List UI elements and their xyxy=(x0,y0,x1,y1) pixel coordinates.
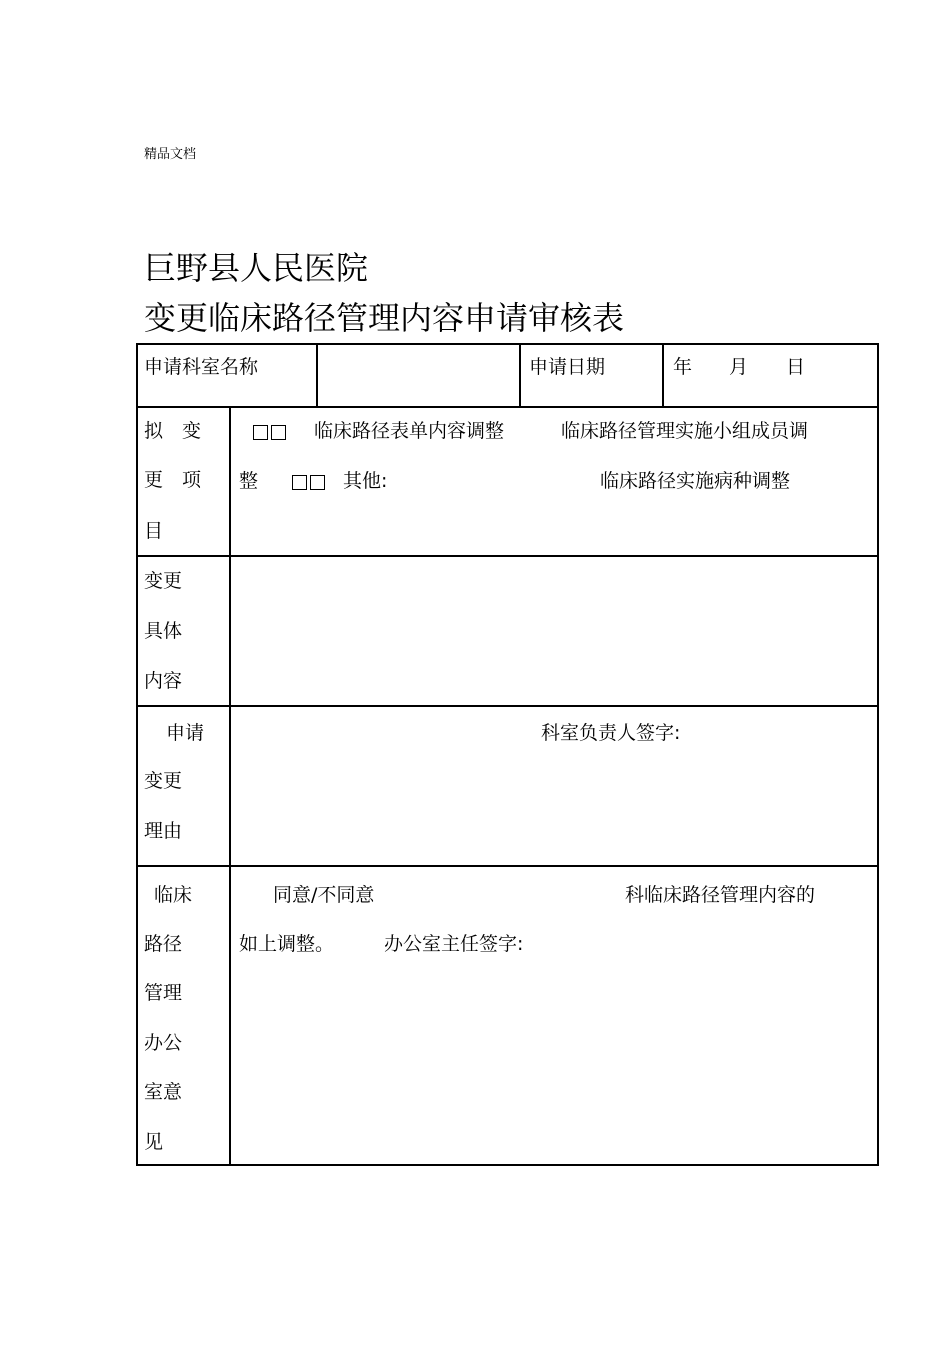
apply-date-label: 申请日期 xyxy=(529,356,606,378)
change-item-label-2: 更 项 xyxy=(144,469,202,491)
application-form-table xyxy=(136,343,879,1166)
option-form-content: 临床路径表单内容调整 xyxy=(314,420,505,442)
dept-name-field[interactable] xyxy=(318,345,518,405)
dept-content-text: 科临床路径管理内容的 xyxy=(625,884,816,906)
dept-head-sign-label: 科室负责人签字: xyxy=(541,722,681,744)
checkbox-icon xyxy=(253,425,268,440)
office-opinion-label-4: 办公 xyxy=(144,1032,183,1054)
checkbox-icon xyxy=(292,475,307,490)
header-watermark-text: 精品文档 xyxy=(144,147,197,162)
change-reason-label-2: 变更 xyxy=(144,770,183,792)
table-border-bottom xyxy=(136,1164,879,1166)
agree-disagree-option[interactable]: 同意/不同意 xyxy=(273,884,375,906)
change-detail-field[interactable] xyxy=(231,557,876,704)
table-border-left xyxy=(136,343,138,1166)
change-detail-label-2: 具体 xyxy=(144,620,183,642)
office-opinion-label-1: 临床 xyxy=(154,884,193,906)
office-opinion-field[interactable] xyxy=(231,973,876,1163)
row-divider-1 xyxy=(136,406,879,408)
form-title: 变更临床路径管理内容申请审核表 xyxy=(144,299,625,337)
change-detail-label-3: 内容 xyxy=(144,670,183,692)
row-divider-4 xyxy=(136,865,879,867)
option-other: 其他: xyxy=(343,470,388,492)
office-opinion-label-6: 见 xyxy=(144,1131,164,1153)
change-item-label-1: 拟 变 xyxy=(144,420,202,442)
checkbox-other[interactable] xyxy=(292,471,328,495)
year-label: 年 xyxy=(673,356,693,378)
checkbox-form-content[interactable] xyxy=(253,421,289,445)
director-sign-label: 办公室主任签字: xyxy=(384,933,524,955)
office-opinion-label-2: 路径 xyxy=(144,933,183,955)
table-border-right xyxy=(877,343,879,1166)
checkbox-icon xyxy=(271,425,286,440)
option-disease-adjust: 临床路径实施病种调整 xyxy=(600,470,791,492)
adjust-text: 如上调整。 xyxy=(239,933,335,955)
option-group-members-cont: 整 xyxy=(239,470,259,492)
apply-date-field[interactable] xyxy=(664,345,876,405)
hospital-title: 巨野县人民医院 xyxy=(144,249,369,287)
option-group-members: 临床路径管理实施小组成员调 xyxy=(561,420,809,442)
office-opinion-label-5: 室意 xyxy=(144,1081,183,1103)
checkbox-icon xyxy=(310,475,325,490)
change-detail-label-1: 变更 xyxy=(144,570,183,592)
change-reason-label-1: 申请 xyxy=(166,722,205,744)
month-label: 月 xyxy=(729,356,749,378)
day-label: 日 xyxy=(786,356,806,378)
col-divider-date-label xyxy=(519,343,521,407)
change-item-label-3: 目 xyxy=(144,520,164,542)
change-reason-label-3: 理由 xyxy=(144,820,183,842)
office-opinion-label-3: 管理 xyxy=(144,982,183,1004)
dept-name-label: 申请科室名称 xyxy=(144,356,259,378)
